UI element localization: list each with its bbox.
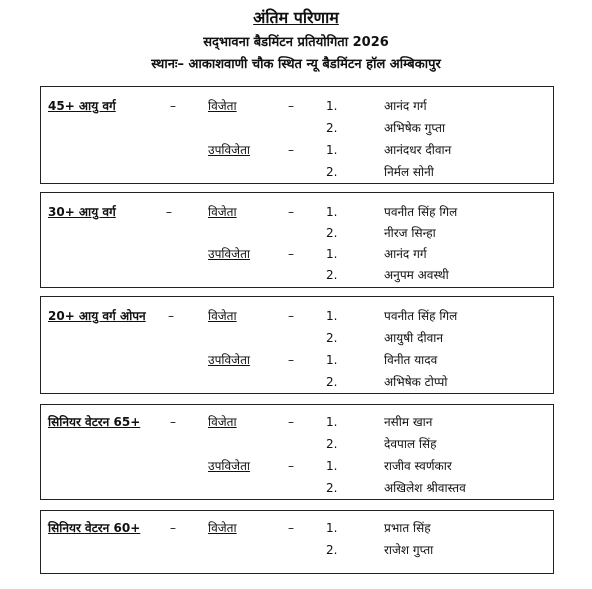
header-title: अंतिम परिणाम [253,8,339,27]
category-label: 30+ आयु वर्ग [48,205,116,219]
rank-number: 1. [326,143,338,157]
position-label: विजेता [208,205,237,219]
player-name: राजेश गुप्ता [384,543,434,557]
rank-number: 2. [326,226,338,240]
player-name: आनंदधर दीवान [384,143,452,157]
section-box [40,86,554,184]
player-name: अखिलेश श्रीवास्तव [384,481,466,495]
player-name: विनीत यादव [384,353,438,367]
player-name: पवनीत सिंह गिल [384,205,458,219]
player-name: राजीव स्वर्णकार [384,459,452,473]
rank-number: 1. [326,521,338,535]
player-name: देवपाल सिंह [384,437,437,451]
category-dash: – [168,309,174,323]
rank-number: 1. [326,415,338,429]
category-dash: – [170,415,176,429]
player-name: पवनीत सिंह गिल [384,309,458,323]
rank-number: 1. [326,99,338,113]
rank-number: 2. [326,268,338,282]
rank-number: 2. [326,481,338,495]
position-label: उपविजेता [208,353,251,367]
category-label: सिनियर वेटरन 60+ [48,521,141,535]
section-box [40,192,554,288]
player-name: अभिषेक गुप्ता [384,121,446,135]
position-dash: – [288,459,294,473]
player-name: अभिषेक टोप्पो [384,375,448,389]
position-label: उपविजेता [208,143,251,157]
position-label: विजेता [208,309,237,323]
rank-number: 1. [326,247,338,261]
rank-number: 2. [326,121,338,135]
position-label: विजेता [208,521,237,535]
position-dash: – [288,99,294,113]
rank-number: 2. [326,375,338,389]
position-dash: – [288,143,294,157]
player-name: आनंद गर्ग [384,247,427,261]
category-dash: – [170,99,176,113]
position-label: उपविजेता [208,459,251,473]
header-venue: स्थानः– आकाशवाणी चौक स्थित न्यू बैडमिंटन हॉल अम्बिकापुर [151,57,441,72]
position-dash: – [288,353,294,367]
position-dash: – [288,521,294,535]
category-label: 45+ आयु वर्ग [48,99,116,113]
rank-number: 2. [326,165,338,179]
player-name: आनंद गर्ग [384,99,427,113]
rank-number: 1. [326,309,338,323]
position-dash: – [288,247,294,261]
rank-number: 1. [326,205,338,219]
player-name: नसीम खान [384,415,433,429]
player-name: निर्मल सोनी [384,165,434,179]
rank-number: 2. [326,331,338,345]
position-label: उपविजेता [208,247,251,261]
player-name: आयुषी दीवान [384,331,444,345]
player-name: प्रभात सिंह [384,521,431,535]
position-label: विजेता [208,99,237,113]
player-name: अनुपम अवस्थी [384,268,449,282]
rank-number: 2. [326,437,338,451]
category-label: सिनियर वेटरन 65+ [48,415,141,429]
position-label: विजेता [208,415,237,429]
rank-number: 1. [326,459,338,473]
rank-number: 2. [326,543,338,557]
player-name: नीरज सिन्हा [384,226,436,240]
category-dash: – [166,205,172,219]
category-label: 20+ आयु वर्ग ओपन [48,309,146,323]
rank-number: 1. [326,353,338,367]
position-dash: – [288,309,294,323]
category-dash: – [170,521,176,535]
position-dash: – [288,415,294,429]
header-subtitle: सद्‌भावना बैडमिंटन प्रतियोगिता 2026 [203,35,389,50]
position-dash: – [288,205,294,219]
